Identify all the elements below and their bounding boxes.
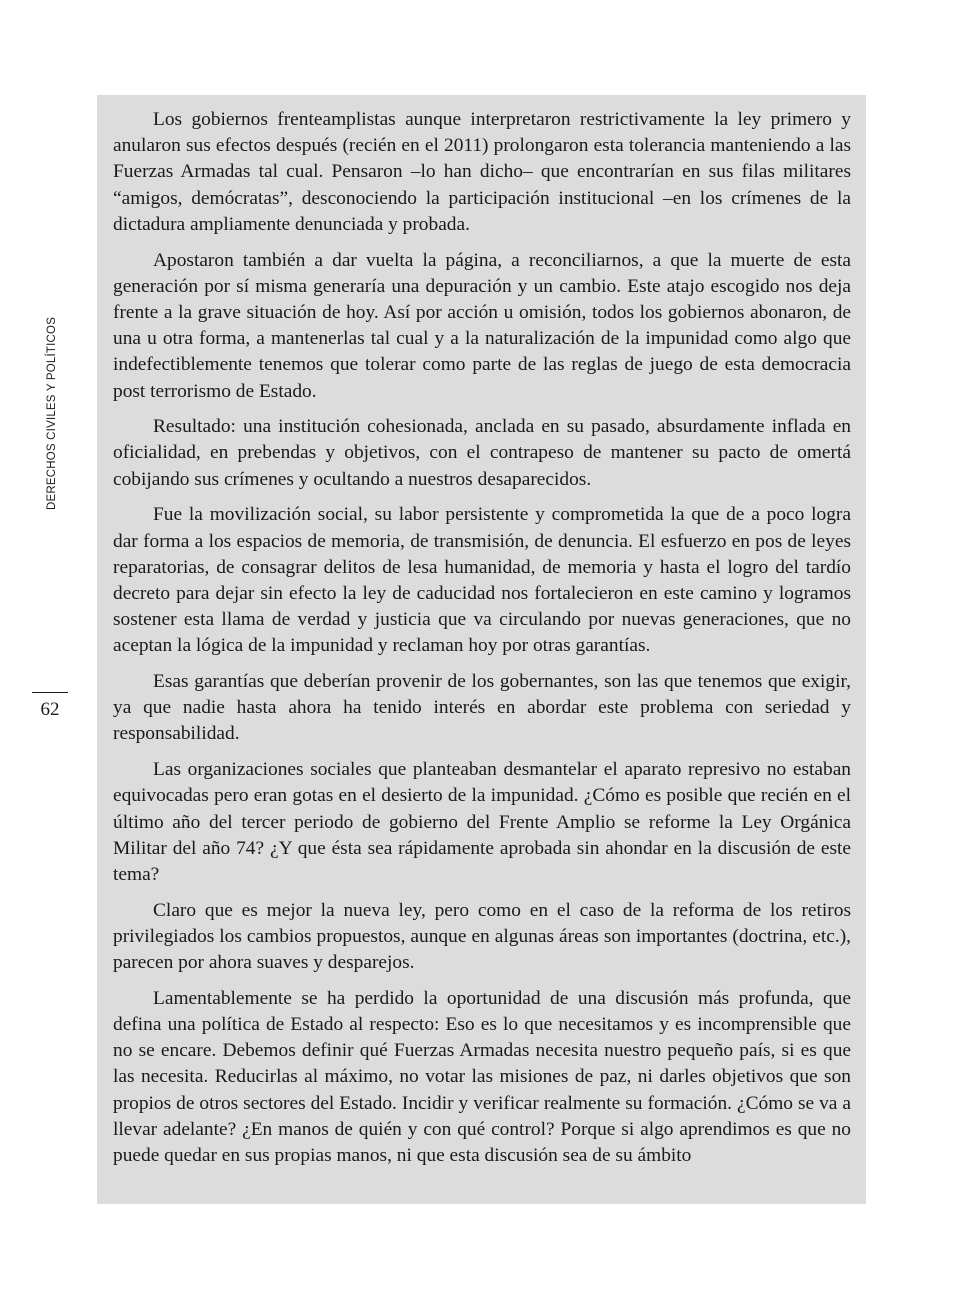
paragraph-6: Las organizaciones sociales que planteaban desmantelar el aparato represivo no estaban equivocadas pero eran gotas en el desierto de la impunidad. ¿Cómo es posible que recién en el último año del tercer periodo de gobierno del Frente Amplio se reforme la Ley Orgánica Militar del año 74? ¿Y que ésta sea rápidamente aprobada sin ahondar en la discusión de este tema? bbox=[113, 759, 851, 885]
paragraph-2: Apostaron también a dar vuelta la página, a reconciliarnos, a que la muerte de esta generación por sí misma generaría una depuración y un cambio. Este atajo escogido nos deja frente a la grave situación de hoy. Así por acción u omisión, todos los gobiernos abonaron, de una u otra forma, a mantenerlas tal cual y a la naturalización de la impunidad como algo que indefectiblemente tenemos que tolerar como parte de las reglas de juego de esta democracia post terrorismo de Estado. bbox=[113, 249, 851, 402]
paragraph-5: Esas garantías que deberían provenir de los gobernantes, son las que tenemos que exigir, ya que nadie hasta ahora ha tenido interés en abordar este problema con seriedad y responsabilidad. bbox=[113, 671, 851, 745]
running-section-title: DERECHOS CIVILES Y POLÍTICOS bbox=[46, 316, 58, 510]
page-number: 62 bbox=[40, 699, 60, 720]
paragraph-7: Claro que es mejor la nueva ley, pero como en el caso de la reforma de los retiros privilegiados los cambios propuestos, aunque en algunas áreas son importantes (doctrina, etc.), parecen por ahora suaves y desparejos. bbox=[113, 899, 851, 974]
paragraph-8: Lamentablemente se ha perdido la oportunidad de una discusión más profunda, que defina una política de Estado al respecto: Eso es lo que necesitamos y es incomprensible que no se encare. Debemos definir qué Fuerzas Armadas necesita nuestro pequeño país, si es que las necesita. Reducirlas al máximo, no votar las misiones de paz, ni darles objetivos que son propios de otros sectores del Estado. Incidir y verificar realmente su formación. ¿Cómo se va a llevar adelante? ¿En manos de quién y con qué control? Porque si algo aprendimos es que no puede quedar en sus propias manos, ni que esta discusión sea de su ámbito bbox=[113, 987, 851, 1167]
paragraph-3: Resultado: una institución cohesionada, anclada en su pasado, absurdamente inflada en oficialidad, en prebendas y objetivos, con el contrapeso de mantener su pacto de omertá cobijando sus crímenes y ocultando a nuestros desaparecidos. bbox=[113, 416, 851, 490]
page-number-rule bbox=[32, 692, 68, 693]
text-block bbox=[97, 95, 866, 1204]
paragraph-4: Fue la movilización social, su labor persistente y comprometida la que de a poco logra dar forma a los espacios de memoria, de transmisión, de denuncia. El esfuerzo en pos de leyes reparatorias, de consagrar delitos de lesa humanidad, de memoria y hasta el logro del tardío decreto para dejar sin efecto la ley de caducidad nos fortalecieron en este camino y logramos sostener esta llama de verdad y justicia que va circulando por nuevas generaciones, que no aceptan la lógica de la impunidad y reclaman hoy por otras garantías. bbox=[113, 504, 851, 657]
paragraph-1: Los gobiernos frenteamplistas aunque interpretaron restrictivamente la ley primero y anularon sus efectos después (recién en el 2011) prolongaron esta tolerancia manteniendo a las Fuerzas Armadas tal cual. Pensaron –lo han dicho– que encontrarían en sus filas militares “amigos, demócratas”, desconociendo la participación institucional –en los crímenes de la dictadura ampliamente denunciada y probada. bbox=[113, 109, 851, 235]
